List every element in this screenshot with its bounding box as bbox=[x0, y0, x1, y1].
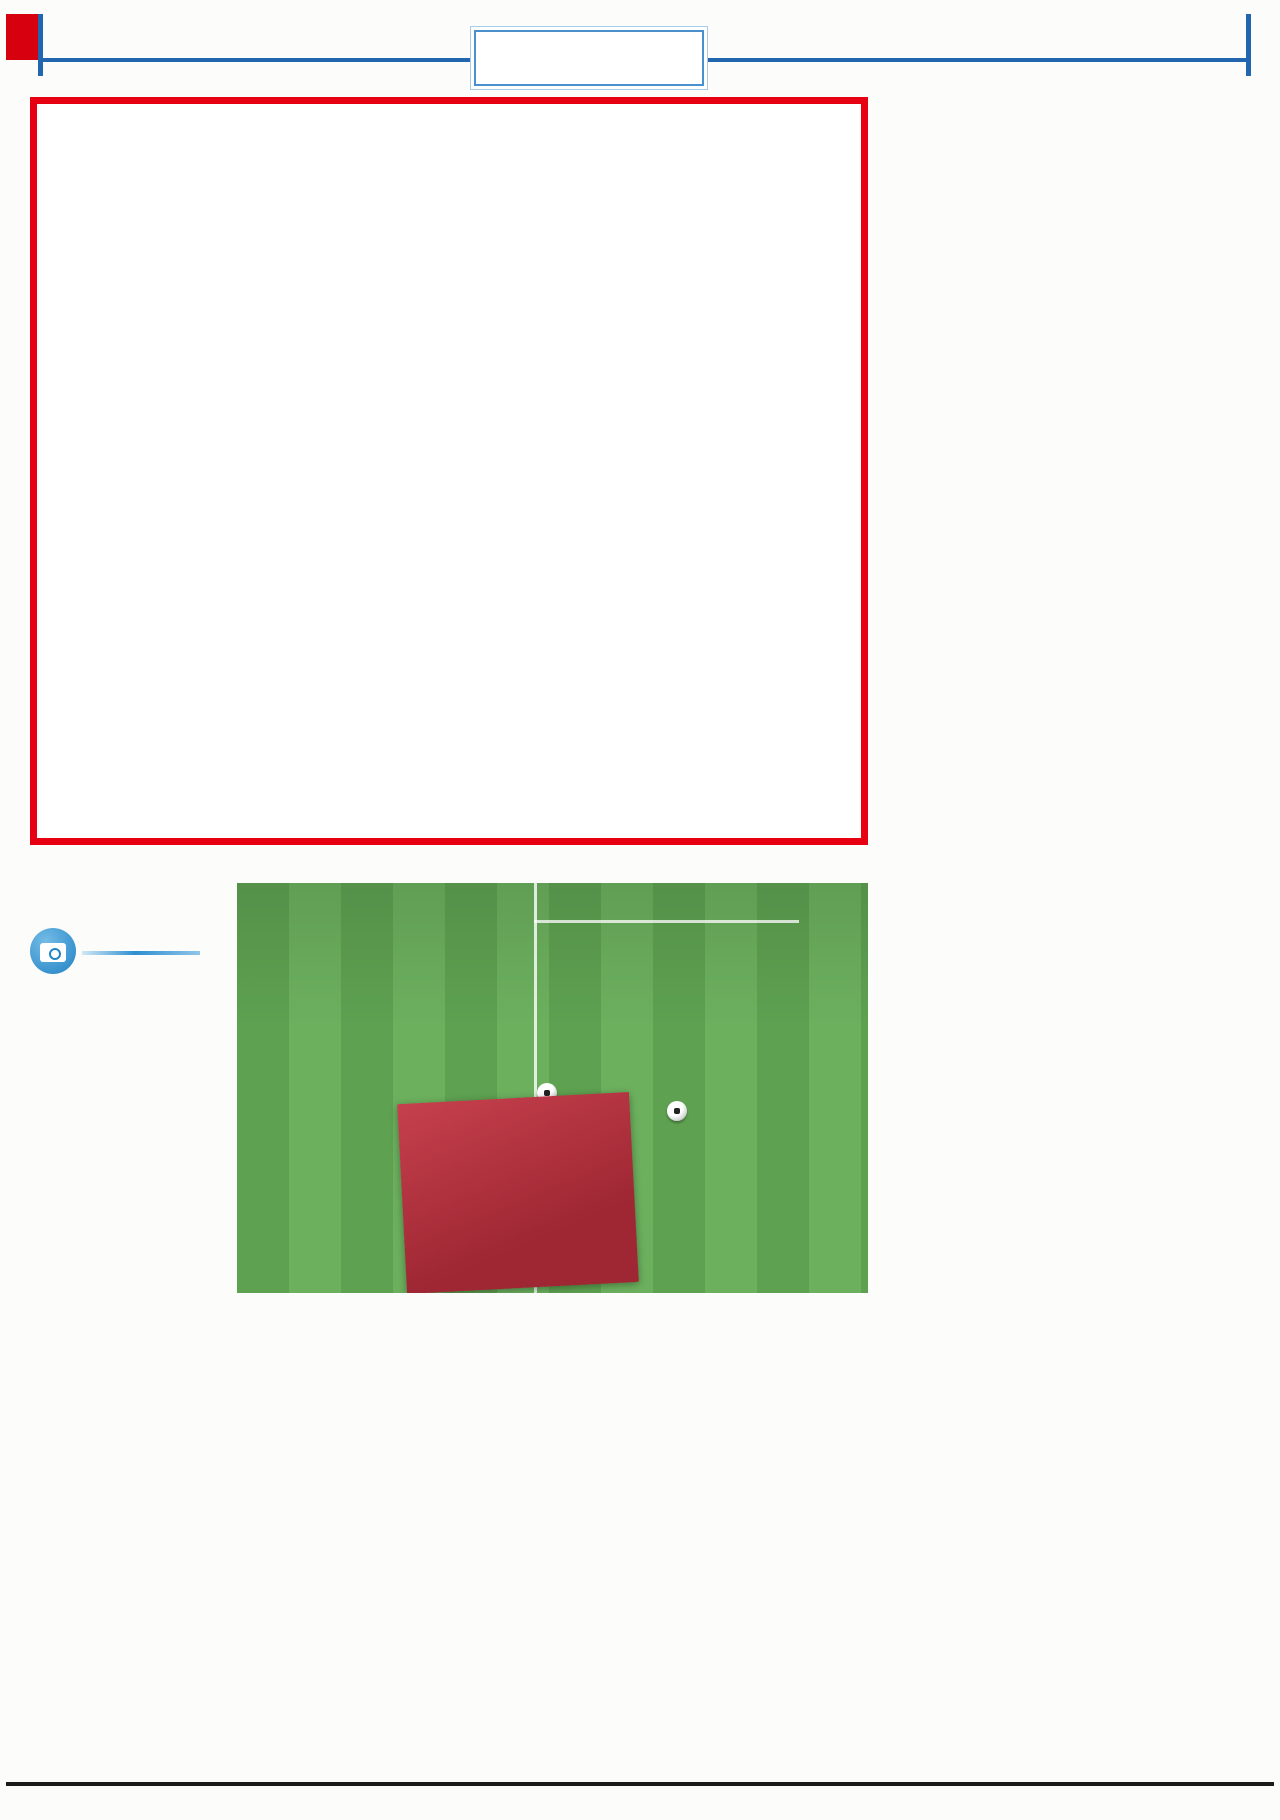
banner-line1 bbox=[399, 1118, 631, 1130]
xinyu-body bbox=[884, 102, 1270, 522]
daqing-body bbox=[884, 560, 1270, 780]
xinyu-article bbox=[884, 92, 1270, 522]
daqing-article bbox=[884, 550, 1270, 780]
main-article-body bbox=[57, 132, 841, 700]
contest-badge-sub bbox=[82, 951, 200, 955]
header-right-bar bbox=[1246, 14, 1251, 76]
header-left-bar bbox=[38, 14, 43, 76]
banner-line2 bbox=[399, 1122, 631, 1134]
pitch-line-horizontal bbox=[534, 920, 799, 923]
edition-badge bbox=[6, 14, 38, 60]
security-continuation-body bbox=[884, 852, 1270, 1778]
masthead-logo bbox=[1080, 0, 1275, 11]
photo-story bbox=[30, 858, 214, 1292]
bottom-article-body bbox=[30, 1328, 868, 1732]
photo-banner bbox=[397, 1092, 639, 1293]
bottom-article bbox=[30, 1312, 868, 1732]
section-label bbox=[474, 30, 704, 86]
camera-icon bbox=[30, 928, 76, 974]
contest-badge-text bbox=[82, 948, 200, 955]
football-icon bbox=[667, 1101, 687, 1121]
photo bbox=[237, 883, 868, 1293]
security-continuation bbox=[884, 852, 1270, 1778]
footer-rule bbox=[6, 1782, 1274, 1786]
contest-badge bbox=[30, 928, 214, 974]
main-article bbox=[30, 97, 868, 845]
